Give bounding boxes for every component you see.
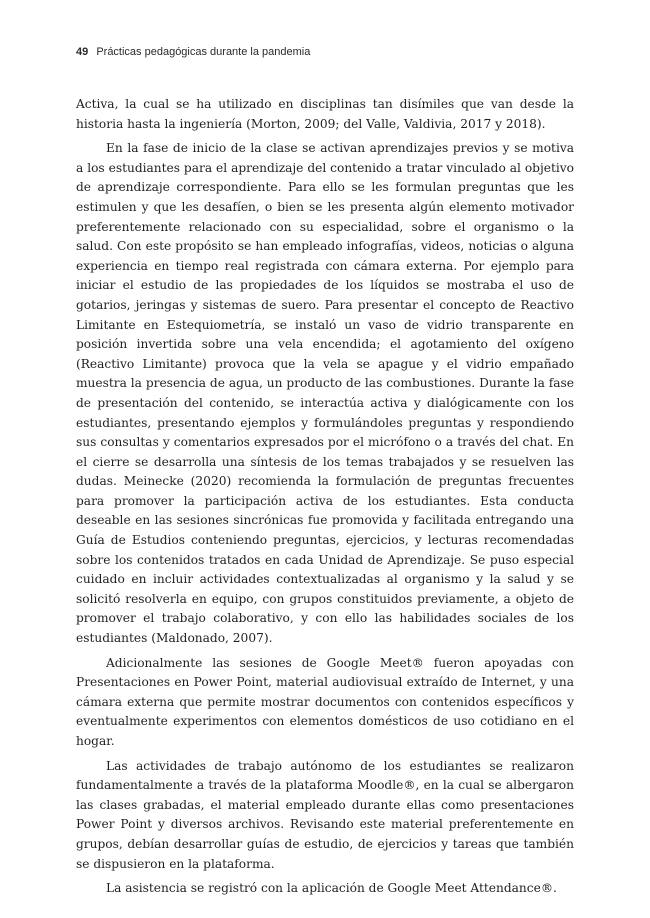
body-text (76, 95, 574, 904)
paragraph-class-phases: En la fase de inicio de la clase se activan aprendizajes previos y se motiva a los estudiantes para el aprendizaje del contenido a tratar vinculado al objetivo de aprendizaje correspondiente. Para ello se les formulan preguntas que les estimulen y que les desafíen, o bien se les presenta algún elemento motivador preferentemente relacionado con su especialidad, sobre el organismo o la salud. Con este propósito se han empleado infografías, videos, noticias o alguna experiencia en tiempo real registrada con cámara externa. Por ejemplo para iniciar el estudio de las propiedades de los líquidos se mostraba el uso de gotarios, jeringas y sistemas de suero. Para presentar el concepto de Reactivo Limitante en Estequiometría, se instaló un vaso de vidrio transparente en posición invertida sobre una vela encendida; el agotamiento del oxígeno (Reactivo Limitante) provoca que la vela se apague y el vidrio empañado muestra la presencia de agua, un producto de las combustiones. Durante la fase de presentación del contenido, se interactúa activa y dialógicamente con los estudiantes, presentando ejemplos y formulándoles preguntas y respondiendo sus consultas y comentarios expresados por el micrófono o a través del chat. En el cierre se desarrolla una síntesis de los temas trabajados y se resuelven las dudas. Meinecke (2020) recomienda la formulación de preguntas frecuentes para promover la participación activa de los estudiantes. Esta conducta deseable en las sesiones sincrónicas fue promovida y facilitada entregando una Guía de Estudios conteniendo preguntas, ejercicios, y lecturas recomendadas sobre los contenidos tratados en cada Unidad de Aprendizaje. Se puso especial cuidado en incluir actividades contextualizadas al organismo y la salud y se solicitó resolverla en equipo, con grupos constituidos previamente, a objeto de promover el trabajo colaborativo, y con ello las habilidades sociales de los estudiantes (Maldonado, 2007). (76, 141, 574, 646)
page-number: 49 (76, 46, 89, 58)
running-title: Prácticas pedagógicas durante la pandemia (96, 46, 311, 58)
running-header (76, 46, 310, 58)
paragraph-continuation: Activa, la cual se ha utilizado en disciplinas tan disímiles que van desde la historia hasta la ingeniería (Morton, 2009; del Valle, Valdivia, 2017 y 2018). (76, 97, 574, 131)
paragraph-moodle: Las actividades de trabajo autónomo de los estudiantes se realizaron fundamentalmente a través de la plataforma Moodle®, en la cual se albergaron las clases grabadas, el material empleado durante ellas como presentaciones Power Point y diversos archivos. Revisando este material preferentemente en grupos, debían desarrollar guías de estudio, de ejercicios y tareas que también se dispusieron en la plataforma. (76, 758, 574, 871)
paragraph-google-meet: Adicionalmente las sesiones de Google Meet® fueron apoyadas con Presentaciones en Power Point, material audiovisual extraído de Internet, y una cámara externa que permite mostrar documentos con contenidos específicos y eventualmente experimentos con elementos domésticos de uso cotidiano en el hogar. (76, 655, 574, 748)
paragraph-attendance: La asistencia se registró con la aplicación de Google Meet Attendance®. (106, 881, 557, 896)
